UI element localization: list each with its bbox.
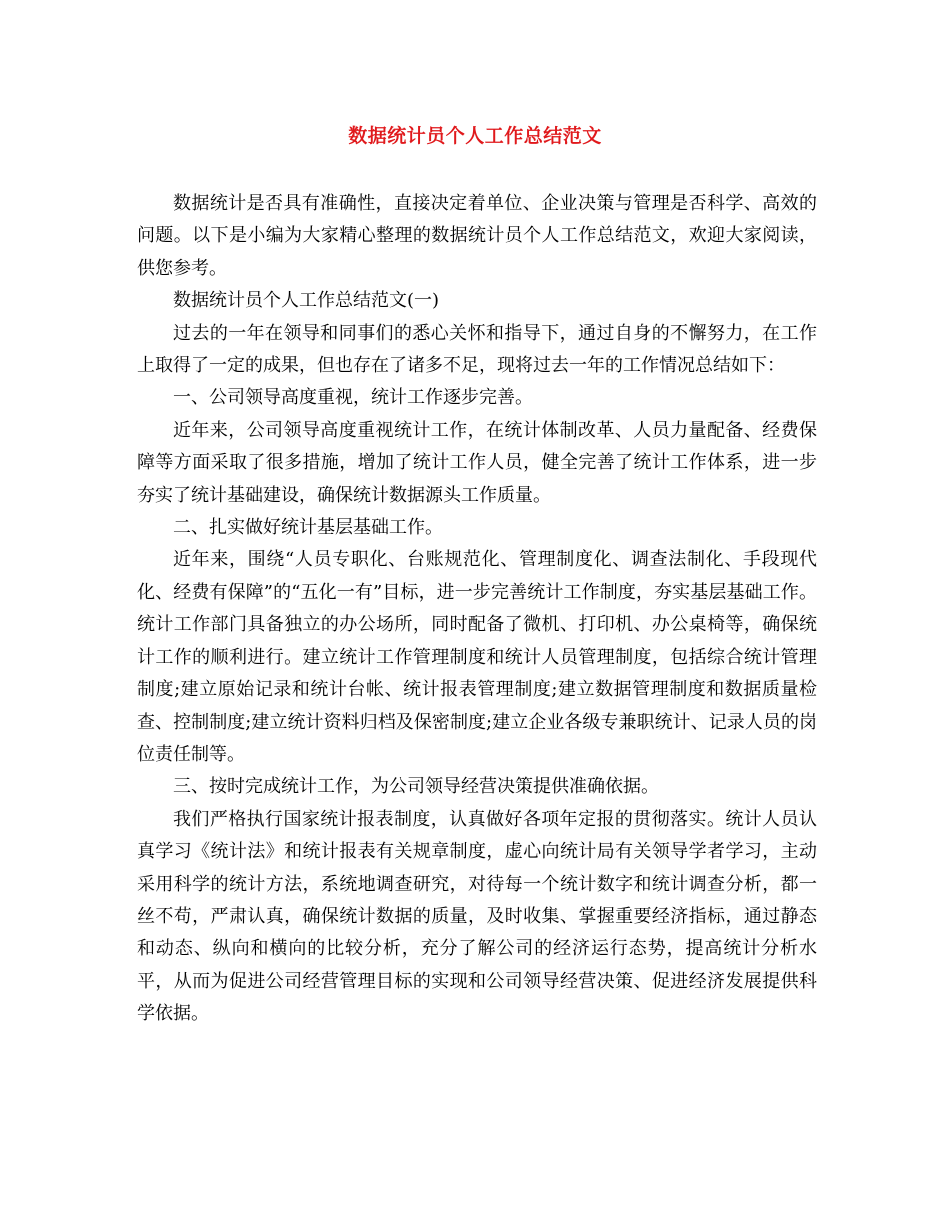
document-title: 数据统计员个人工作总结范文 <box>348 125 602 147</box>
section-heading-part-one: 数据统计员个人工作总结范文(一) <box>173 290 440 312</box>
paragraph-intro: 数据统计是否具有准确性，直接决定着单位、企业决策与管理是否科学、高效的问题。以下是小编为大家精心整理的数据统计员个人工作总结范文，欢迎大家阅读，供您参考。 <box>137 193 817 279</box>
paragraph-section-2: 近年来，围绕“人员专职化、台账规范化、管理制度化、调查法制化、手段现代化、经费有保障”的“五化一有”目标，进一步完善统计工作制度，夯实基层基础工作。统计工作部门具备独立的办公场所，同时配备了微机、打印机、办公桌椅等，确保统计工作的顺利进行。建立统计工作管理制度和统计人员管理制度，包括综合统计管理制度;建立原始记录和统计台帐、统计报表管理制度;建立数据管理制度和数据质量检查、控制制度;建立统计资料归档及保密制度;建立企业各级专兼职统计、记录人员的岗位责任制等。 <box>137 549 817 765</box>
section-heading-1: 一、公司领导高度重视，统计工作逐步完善。 <box>173 387 533 409</box>
paragraph-section-1: 近年来，公司领导高度重视统计工作，在统计体制改革、人员力量配备、经费保障等方面采取了很多措施，增加了统计工作人员，健全完善了统计工作体系，进一步夯实了统计基础建设，确保统计数据源头工作质量。 <box>137 419 817 506</box>
section-heading-2: 二、扎实做好统计基层基础工作。 <box>173 517 443 539</box>
paragraph-section-3: 我们严格执行国家统计报表制度，认真做好各项年定报的贯彻落实。统计人员认真学习《统计法》和统计报表有关规章制度，虚心向统计局有关领导学者学习，主动采用科学的统计方法，系统地调查研究，对待每一个统计数字和统计调查分析，都一丝不苟，严肃认真，确保统计数据的质量，及时收集、掌握重要经济指标，通过静态和动态、纵向和横向的比较分析，充分了解公司的经济运行态势，提高统计分析水平，从而为促进公司经营管理目标的实现和公司领导经营决策、促进经济发展提供科学依据。 <box>137 808 817 1025</box>
section-heading-3: 三、按时完成统计工作，为公司领导经营决策提供准确依据。 <box>173 776 659 798</box>
paragraph-overview: 过去的一年在领导和同事们的悉心关怀和指导下，通过自身的不懈努力，在工作上取得了一定的成果，但也存在了诸多不足，现将过去一年的工作情况总结如下： <box>137 322 817 377</box>
document-body <box>137 188 817 1031</box>
